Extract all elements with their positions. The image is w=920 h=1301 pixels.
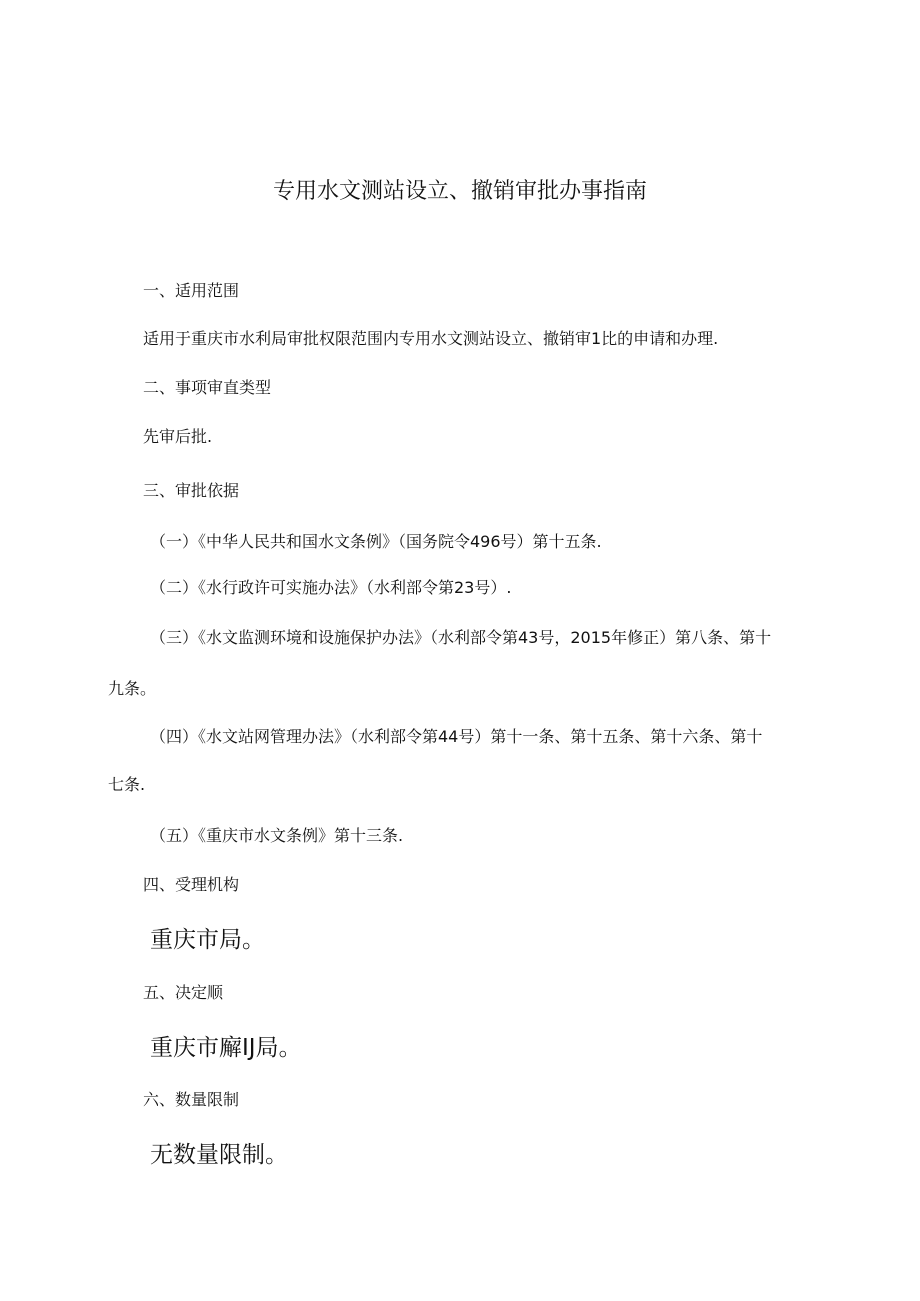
section-heading-decision: 五、决定顺 xyxy=(143,983,224,1002)
section-heading-basis: 三、审批依据 xyxy=(143,481,240,500)
basis-item-3: （三）《水文监测环境和设施保护办法》（水利部令第43号，2015年修正）第八条、第十 xyxy=(150,628,772,647)
section-text-decision: 重庆市廨IJ局。 xyxy=(150,1035,302,1061)
section-heading-agency: 四、受理机构 xyxy=(143,875,240,894)
section-heading-quantity: 六、数量限制 xyxy=(143,1090,240,1109)
basis-item-3-continued: 九条。 xyxy=(108,679,157,698)
section-text-type: 先审后批. xyxy=(143,427,213,446)
document-title: 专用水文测站设立、撤销审批办事指南 xyxy=(272,179,647,204)
section-text-agency: 重庆市局。 xyxy=(150,927,265,953)
section-heading-scope: 一、适用范围 xyxy=(143,281,240,300)
basis-item-1: （一）《中华人民共和国水文条例》（国务院令496号）第十五条. xyxy=(150,532,602,551)
section-text-scope: 适用于重庆市水利局审批权限范围内专用水文测站设立、撤销审1比的申请和办理. xyxy=(143,329,719,348)
basis-item-2: （二）《水行政许可实施办法》（水利部令第23号）. xyxy=(150,578,512,597)
basis-item-4: （四）《水文站网管理办法》（水利部令第44号）第十一条、第十五条、第十六条、第十 xyxy=(150,727,763,746)
section-text-quantity: 无数量限制。 xyxy=(150,1142,288,1168)
section-heading-type: 二、事项审直类型 xyxy=(143,378,272,397)
basis-item-4-continued: 七条. xyxy=(108,775,146,794)
basis-item-5: （五）《重庆市水文条例》第十三条. xyxy=(150,826,404,845)
